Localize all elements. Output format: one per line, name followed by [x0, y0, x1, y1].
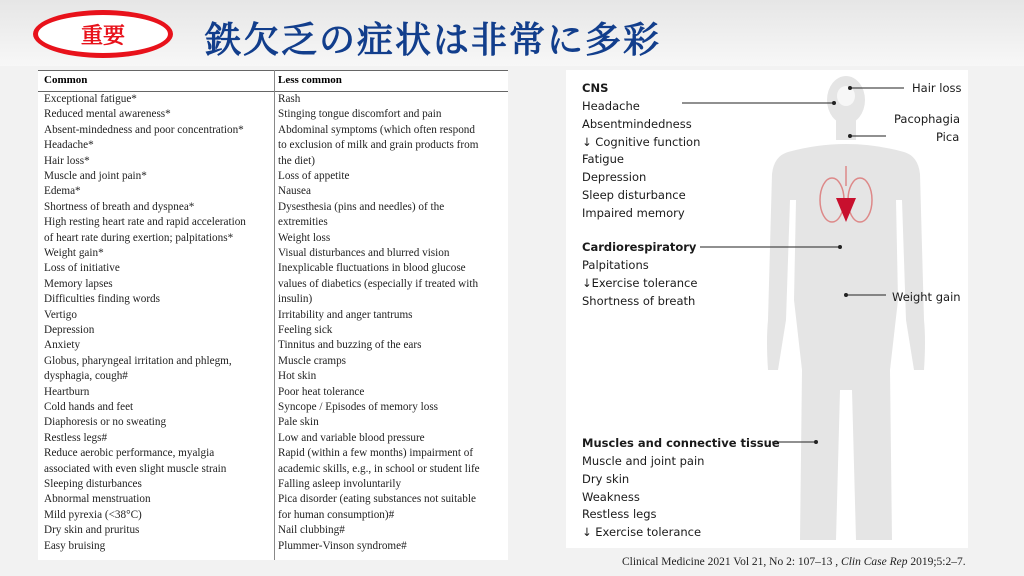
citation-year: 2019;5:2–7.	[910, 556, 966, 568]
cell-common: dysphagia, cough#	[44, 370, 128, 383]
cell-less-common: Abdominal symptoms (which often respond	[278, 123, 475, 136]
table-row	[38, 431, 508, 446]
symptom-item: Absentmindedness	[582, 116, 692, 131]
cell-less-common: Low and variable blood pressure	[278, 431, 425, 444]
table-row	[38, 415, 508, 430]
cell-common: Heartburn	[44, 385, 90, 398]
table-row	[38, 292, 508, 307]
cell-common: Anxiety	[44, 339, 81, 352]
table-row	[38, 323, 508, 338]
symptom-item: ↓ Exercise tolerance	[582, 525, 702, 540]
cell-common: Globus, pharyngeal irritation and phlegm,	[44, 354, 232, 367]
header-less-common: Less common	[278, 74, 342, 86]
table-row	[38, 308, 508, 323]
cell-common: Vertigo	[44, 308, 77, 321]
table-row	[38, 446, 508, 461]
cell-less-common: Feeling sick	[278, 324, 333, 336]
cell-common: Reduce aerobic performance, myalgia	[44, 447, 215, 460]
table-row	[38, 169, 508, 184]
table-header	[38, 70, 508, 92]
cell-common: Hair loss*	[44, 154, 90, 167]
cell-less-common: Weight loss	[278, 231, 331, 244]
symptom-item: Headache	[582, 99, 640, 113]
cell-common: Loss of initiative	[44, 262, 120, 275]
table-row	[38, 200, 508, 215]
muscles-heading: Muscles and connective tissue	[582, 436, 780, 450]
cell-less-common: Stinging tongue discomfort and pain	[278, 108, 442, 121]
cell-common: Dry skin and pruritus	[44, 524, 140, 537]
table-row	[38, 492, 508, 507]
cell-common: Easy bruising	[44, 539, 106, 552]
symptom-item: ↓Exercise tolerance	[582, 275, 698, 290]
table-row	[38, 277, 508, 292]
pica-label: Pica	[936, 130, 960, 144]
table-row	[38, 539, 508, 554]
symptom-item: Depression	[582, 170, 647, 185]
cell-less-common: Visual disturbances and blurred vision	[278, 247, 450, 259]
cell-less-common: Dysesthesia (pins and needles) of the	[278, 200, 445, 213]
table-row	[38, 508, 508, 523]
cell-less-common: Hot skin	[278, 370, 317, 383]
body-symptom-figure	[566, 70, 968, 548]
symptom-item: Dry skin	[582, 471, 630, 486]
table-row	[38, 215, 508, 230]
symptom-item: Palpitations	[582, 258, 649, 272]
cell-common: Muscle and joint pain*	[44, 170, 147, 182]
cell-less-common: for human consumption)#	[278, 508, 395, 521]
cardio-heading: Cardiorespiratory	[582, 240, 697, 254]
cell-less-common: Falling asleep involuntarily	[278, 478, 402, 490]
cell-less-common: Irritability and anger tantrums	[278, 308, 413, 321]
cell-common: Reduced mental awareness*	[44, 108, 171, 121]
cell-common: Difficulties finding words	[44, 293, 161, 306]
cell-less-common: to exclusion of milk and grain products from	[278, 139, 479, 152]
cell-common: Cold hands and feet	[44, 401, 134, 413]
table-row	[38, 462, 508, 477]
cell-less-common: Poor heat tolerance	[278, 385, 365, 398]
cell-common: Mild pyrexia (<38°C)	[44, 508, 142, 521]
cell-less-common: extremities	[278, 216, 328, 229]
cell-less-common: Inexplicable fluctuations in blood glucose	[278, 262, 466, 275]
table-row	[38, 261, 508, 276]
cell-common: associated with even slight muscle strain	[44, 462, 227, 475]
cell-less-common: Tinnitus and buzzing of the ears	[278, 339, 422, 352]
table-row	[38, 523, 508, 538]
citation-journal: Clin Case Rep	[841, 556, 908, 568]
hair-loss-label: Hair loss	[912, 81, 962, 95]
table-row	[38, 246, 508, 261]
symptom-item: Fatigue	[582, 152, 624, 167]
header-common: Common	[44, 74, 88, 86]
symptom-item: Sleep disturbance	[582, 188, 686, 202]
symptom-item: Impaired memory	[582, 205, 685, 220]
cell-common: Sleeping disturbances	[44, 478, 142, 490]
badge-label: 重要	[80, 23, 125, 49]
symptom-item: Restless legs	[582, 507, 657, 522]
cell-less-common: insulin)	[278, 293, 313, 306]
cell-common: High resting heart rate and rapid acceleration	[44, 216, 246, 229]
cell-less-common: Pale skin	[278, 416, 319, 429]
cell-common: Headache*	[44, 139, 94, 152]
cell-common: Exceptional fatigue*	[44, 93, 137, 105]
importance-badge	[33, 10, 173, 58]
symptoms-table	[38, 70, 508, 560]
cell-less-common: Nausea	[278, 185, 311, 198]
table-row	[38, 231, 508, 246]
cell-less-common: Loss of appetite	[278, 170, 350, 182]
cell-common: Absent-mindedness and poor concentration*	[44, 123, 244, 136]
symptom-item: Weakness	[582, 489, 640, 504]
cell-less-common: Rapid (within a few months) impairment of	[278, 447, 474, 460]
citation-text: Clinical Medicine 2021 Vol 21, No 2: 107–13 ,	[622, 556, 839, 568]
table-row	[38, 138, 508, 153]
table-row	[38, 123, 508, 138]
citation	[622, 556, 966, 568]
cell-common: Shortness of breath and dyspnea*	[44, 200, 195, 213]
cell-common: Edema*	[44, 185, 81, 198]
symptom-item: ↓ Cognitive function	[582, 134, 701, 149]
pacophagia-label: Pacophagia	[894, 112, 961, 126]
cell-common: Abnormal menstruation	[44, 493, 151, 506]
cell-less-common: academic skills, e.g., in school or student life	[278, 462, 480, 475]
cell-less-common: Nail clubbing#	[278, 524, 345, 537]
cell-less-common: Muscle cramps	[278, 354, 347, 367]
brain-icon	[837, 86, 855, 106]
table-row	[38, 184, 508, 199]
table-row	[38, 477, 508, 492]
table-row	[38, 354, 508, 369]
cell-common: Weight gain*	[44, 247, 104, 259]
cell-less-common: Plummer-Vinson syndrome#	[278, 539, 407, 552]
table-row	[38, 107, 508, 122]
cell-less-common: values of diabetics (especially if treated with	[278, 277, 479, 290]
cell-common: Memory lapses	[44, 277, 113, 290]
cell-common: of heart rate during exertion; palpitations*	[44, 231, 234, 244]
cell-less-common: Syncope / Episodes of memory loss	[278, 401, 439, 413]
page-title: 鉄欠乏の症状は非常に多彩	[205, 20, 662, 61]
table-row	[38, 92, 508, 107]
cell-common: Restless legs#	[44, 431, 108, 444]
table-row	[38, 154, 508, 169]
table-row	[38, 385, 508, 400]
cell-common: Diaphoresis or no sweating	[44, 416, 167, 429]
cell-less-common: Pica disorder (eating substances not suitable	[278, 493, 476, 506]
weight-gain-label: Weight gain	[892, 290, 961, 304]
table-row	[38, 400, 508, 415]
symptom-item: Muscle and joint pain	[582, 454, 705, 468]
cell-less-common: Rash	[278, 93, 301, 105]
table-row	[38, 369, 508, 384]
cns-heading: CNS	[582, 81, 609, 95]
cell-common: Depression	[44, 324, 95, 336]
cell-less-common: the diet)	[278, 154, 315, 167]
table-row	[38, 338, 508, 353]
symptom-item: Shortness of breath	[582, 293, 696, 308]
